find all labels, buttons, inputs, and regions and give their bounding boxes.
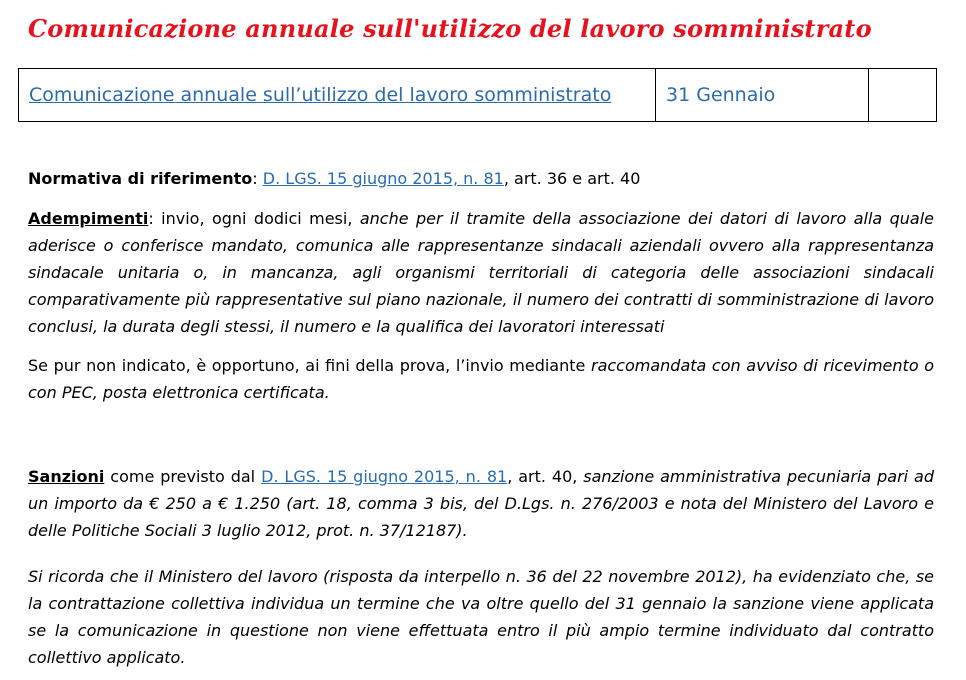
- page-title: Comunicazione annuale sull'utilizzo del lavoro somministrato: [28, 14, 872, 43]
- sanzioni-link[interactable]: D. LGS. 15 giugno 2015, n. 81: [261, 467, 508, 486]
- normativa-tail: , art. 36 e art. 40: [503, 169, 641, 188]
- empty-cell: [869, 69, 937, 122]
- subject-link[interactable]: Comunicazione annuale sull’utilizzo del lavoro somministrato: [29, 84, 612, 106]
- ricorda-italic: Si ricorda che il Ministero del lavoro (risposta da interpello n. 36 del 22 novembre 2012), ha evidenziato che, se la contrattazione collettiva individua un termine che va oltre quello del 31 gennaio la sanzione viene applicata se la comunicazione in questione non viene effettuata entro il più ampio termine individuato dal contratto collettivo applicato.: [28, 567, 934, 667]
- normativa-link[interactable]: D. LGS. 15 giugno 2015, n. 81: [262, 169, 504, 188]
- adempimenti-label: Adempimenti: [28, 209, 149, 228]
- invio-italic: raccomandata con avviso di ricevimento o con PEC, posta elettronica certificata.: [28, 356, 935, 402]
- invio-paragraph: [28, 352, 934, 406]
- sanzioni-italic: sanzione amministrativa pecuniaria pari ad un importo da € 250 a € 1.250 (art. 18, comma 3 bis, del D.Lgs. n. 276/2003 e nota del Ministero del Lavoro e delle Politiche Sociali 3 luglio 2012, prot. n. 37/12187).: [28, 467, 934, 540]
- sanzioni-label: Sanzioni: [28, 467, 105, 486]
- deadline-cell: 31 Gennaio: [656, 69, 869, 122]
- subject-cell: [19, 69, 656, 122]
- adempimenti-text: : invio, ogni dodici mesi,: [148, 209, 360, 228]
- sanzioni-text: come previsto dal: [104, 467, 262, 486]
- normativa-separator: :: [252, 169, 263, 188]
- sanzioni-tail: , art. 40,: [507, 467, 584, 486]
- adempimenti-italic: anche per il tramite della associazione dei datori di lavoro alla quale aderisce o conferisce mandato, comunica alle rappresentanze sindacali aziendali ovvero alla rappresentanza sindacale unitaria o, in mancanza, agli organismi territoriali di categoria delle associazioni sindacali comparativamente più rappresentative sul piano nazionale, il numero dei contratti di somministrazione di lavoro conclusi, la durata degli stessi, il numero e la qualifica dei lavoratori interessati: [28, 209, 935, 336]
- header-table: [18, 68, 937, 122]
- normativa-label: Normativa di riferimento: [28, 169, 253, 188]
- sanzioni-paragraph: [28, 463, 934, 544]
- header-row: [19, 69, 937, 122]
- adempimenti-paragraph: [28, 205, 934, 340]
- normativa-paragraph: [28, 165, 934, 192]
- invio-text: Se pur non indicato, è opportuno, ai fini della prova, l’invio mediante: [28, 356, 591, 375]
- ricorda-paragraph: [28, 563, 934, 671]
